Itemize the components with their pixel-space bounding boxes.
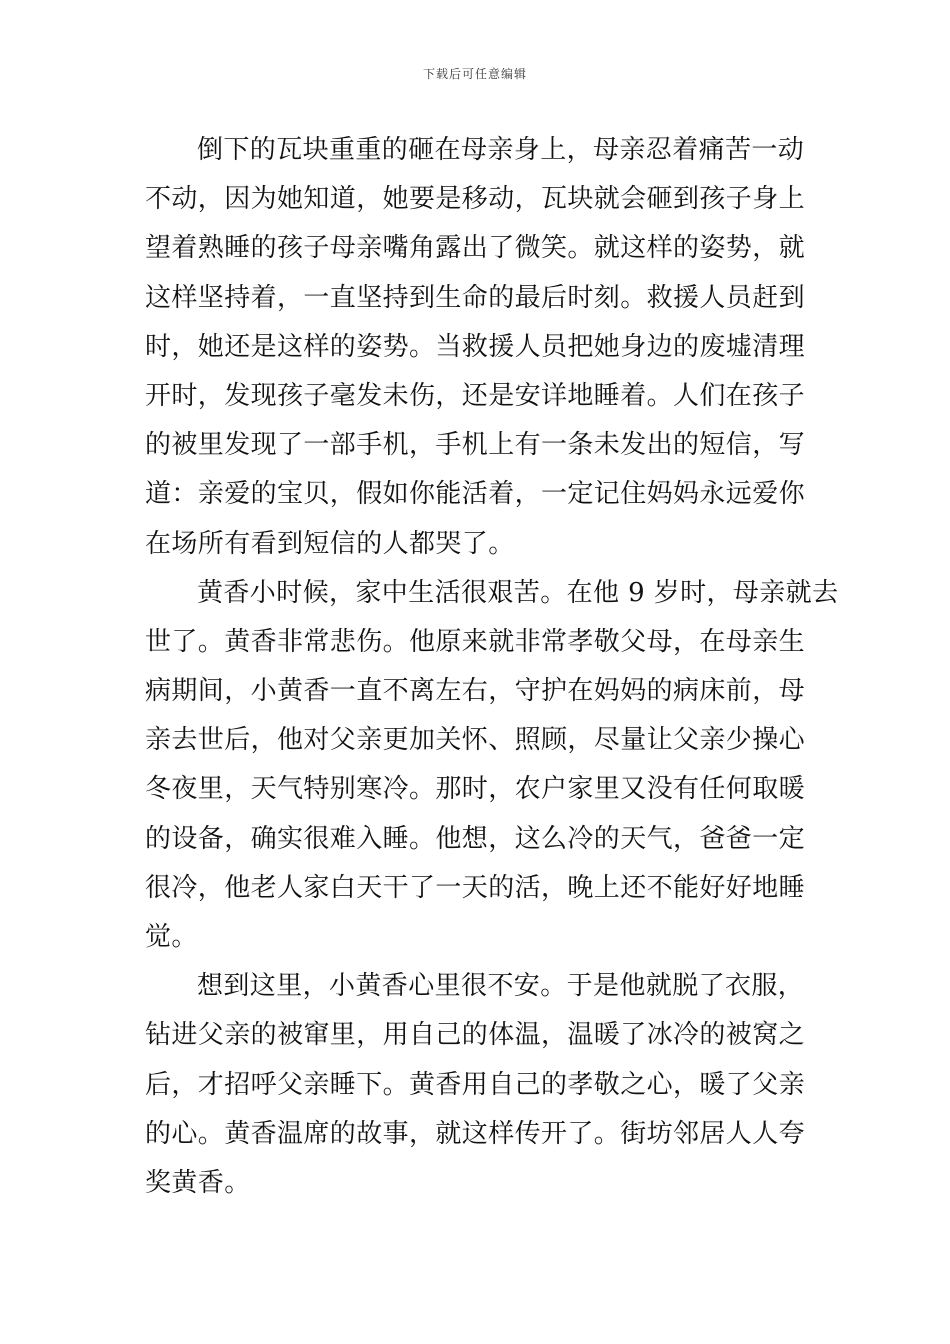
text-line: 的被里发现了一部手机，手机上有一条未发出的短信，写: [145, 430, 806, 461]
paragraph-1: [145, 126, 810, 569]
text-line: 亲去世后，他对父亲更加关怀、照顾，尽量让父亲少操心: [145, 725, 806, 756]
text-line: 道：亲爱的宝贝，假如你能活着，一定记住妈妈永远爱你: [145, 479, 806, 510]
text-line: 不动，因为她知道，她要是移动，瓦块就会砸到孩子身上: [145, 184, 806, 215]
text-line: 这样坚持着，一直坚持到生命的最后时刻。救援人员赶到: [145, 282, 806, 313]
text-line: 后，才招呼父亲睡下。黄香用自己的孝敬之心，暖了父亲: [145, 1069, 806, 1100]
text-line: 觉。: [145, 922, 198, 952]
text-line: 开时，发现孩子毫发未伤，还是安详地睡着。人们在孩子: [145, 380, 806, 411]
text-line: 病期间，小黄香一直不离左右，守护在妈妈的病床前，母: [145, 676, 806, 707]
paragraph-3: [145, 962, 810, 1208]
text-line: 在场所有看到短信的人都哭了。: [145, 528, 515, 559]
text-line: 望着熟睡的孩子母亲嘴角露出了微笑。就这样的姿势，就: [145, 233, 806, 264]
text-line: 黄香小时候，家中生活很艰苦。在他 9 岁时，母亲就去: [197, 577, 839, 608]
text-line: 时，她还是这样的姿势。当救援人员把她身边的废墟清理: [145, 331, 806, 362]
text-line: 世了。黄香非常悲伤。他原来就非常孝敬父母，在母亲生: [145, 626, 806, 657]
text-line: 的心。黄香温席的故事，就这样传开了。街坊邻居人人夸: [145, 1118, 806, 1149]
text-line: 冬夜里，天气特别寒冷。那时，农户家里又没有任何取暖: [145, 774, 806, 805]
text-line: 很冷，他老人家白天干了一天的活，晚上还不能好好地睡: [145, 872, 806, 903]
text-line: 倒下的瓦块重重的砸在母亲身上，母亲忍着痛苦一动: [197, 135, 805, 165]
text-line: 钻进父亲的被窜里，用自己的体温，温暖了冰冷的被窝之: [145, 1020, 806, 1051]
document-body: [145, 126, 839, 1208]
text-line: 奖黄香。: [145, 1167, 251, 1198]
text-line: 想到这里，小黄香心里很不安。于是他就脱了衣服，: [197, 971, 805, 1002]
header-note: 下载后可任意编辑: [422, 67, 527, 81]
paragraph-2: [145, 569, 839, 963]
text-line: 的设备，确实很难入睡。他想，这么冷的天气，爸爸一定: [145, 823, 806, 854]
